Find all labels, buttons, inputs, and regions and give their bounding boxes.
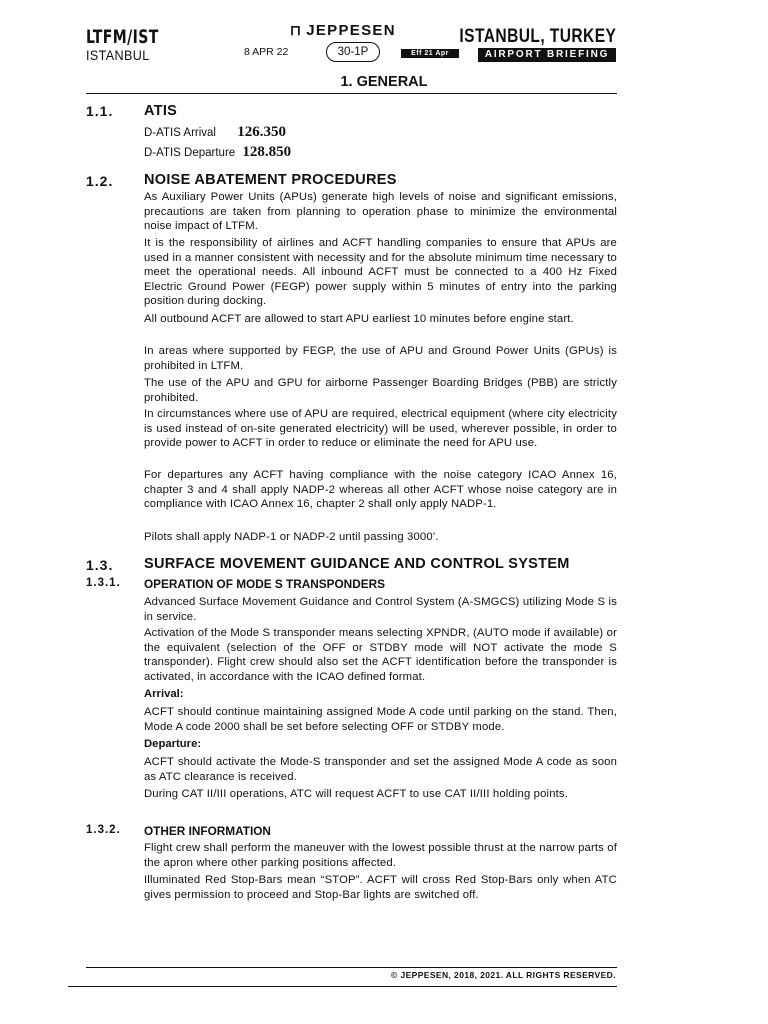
section-title: 1. GENERAL	[340, 74, 428, 90]
atis-arrival-frequency: 126.350	[237, 124, 286, 140]
section-divider	[86, 93, 617, 94]
arrival-paragraph: ACFT should continue maintaining assigned Mode A code until parking on the stand. Then, Mode A code 2000 shall be set before selecting OFF or STDBY mode.	[144, 706, 617, 733]
jeppesen-mark-icon: ⊓	[290, 22, 303, 38]
page-number-badge: 30-1P	[326, 42, 380, 62]
atis-arrival-row	[144, 124, 286, 141]
brand-name: JEPPESEN	[306, 22, 396, 39]
location-title: ISTANBUL, TURKEY	[459, 26, 616, 47]
atis-departure-label: D-ATIS Departure	[144, 147, 236, 159]
city-name: ISTANBUL	[86, 47, 150, 63]
section-number-atis: 1.1.	[86, 103, 114, 119]
heading-mode-s: OPERATION OF MODE S TRANSPONDERS	[144, 577, 385, 591]
noise-paragraph-8: Pilots shall apply NADP-1 or NADP-2 until passing 3000’.	[144, 531, 439, 543]
other-paragraph-1: Flight crew shall perform the maneuver with the lowest possible thrust at the narrow parts of the apron where other parking positions affected.	[144, 842, 617, 869]
airport-identifier: LTFM/IST	[86, 26, 159, 48]
section-number-smgcs: 1.3.	[86, 557, 114, 573]
departure-subheading: Departure:	[144, 738, 202, 750]
noise-paragraph-4: In areas where supported by FEGP, the use of APU and Ground Power Units (GPUs) is prohibited in LTFM.	[144, 345, 617, 372]
departure-paragraph: ACFT should activate the Mode-S transponder and set the assigned Mode A code as soon as ATC clearance is received.	[144, 756, 617, 783]
jeppesen-logo	[290, 22, 396, 39]
atis-departure-frequency: 128.850	[242, 144, 292, 160]
footer-divider	[86, 967, 617, 968]
heading-atis: ATIS	[144, 103, 178, 119]
atis-departure-row	[144, 144, 291, 161]
copyright-notice: © JEPPESEN, 2018, 2021. ALL RIGHTS RESERVED.	[391, 970, 616, 980]
chart-type-banner: AIRPORT BRIEFING	[478, 48, 616, 62]
cat-operations-paragraph: During CAT II/III operations, ATC will request ACFT to use CAT II/III holding points.	[144, 788, 569, 800]
effective-date-badge: Eff 21 Apr	[401, 49, 459, 58]
section-number-noise: 1.2.	[86, 173, 114, 189]
noise-paragraph-7: For departures any ACFT having compliance with the noise category ICAO Annex 16, chapter 3 and 4 shall apply NADP-2 whereas all other ACFT whose noise category are in compliance with ICAO Annex 16, chapter 2 shall only apply NADP-1.	[144, 469, 617, 511]
other-paragraph-2: Illuminated Red Stop-Bars mean “STOP”. ACFT will cross Red Stop-Bars only when ATC gives permission to proceed and Stop-Bar lights are switched off.	[144, 874, 617, 901]
atis-arrival-label: D-ATIS Arrival	[144, 127, 216, 139]
noise-paragraph-1: As Auxiliary Power Units (APUs) generate high levels of noise and significant emissions, precautions are taken from planning to operation phase to minimize the environmental noise impact of LTFM.	[144, 191, 617, 233]
arrival-subheading: Arrival:	[144, 688, 184, 700]
noise-paragraph-3: All outbound ACFT are allowed to start APU earliest 10 minutes before engine start.	[144, 313, 574, 325]
heading-noise-abatement: NOISE ABATEMENT PROCEDURES	[144, 172, 397, 188]
noise-paragraph-5: The use of the APU and GPU for airborne Passenger Boarding Bridges (PBB) are strictly prohibited.	[144, 377, 617, 404]
heading-other-information: OTHER INFORMATION	[144, 824, 271, 838]
subsection-number-other: 1.3.2.	[86, 824, 121, 836]
mode-s-paragraph-1: Advanced Surface Movement Guidance and Control System (A-SMGCS) utilizing Mode S is in service.	[144, 596, 617, 623]
subsection-number-mode-s: 1.3.1.	[86, 577, 121, 589]
chart-date: 8 APR 22	[244, 46, 289, 58]
noise-paragraph-6: In circumstances where use of APU are required, electrical equipment (where city electricity is used instead of on-site generated electricity) will be used, wherever possible, in order to provide power to ACFT in order to reduce or eliminate the need for APU use.	[144, 408, 617, 450]
mode-s-paragraph-2: Activation of the Mode S transponder means selecting XPNDR, (AUTO mode if available) or the equivalent (selection of the OFF or STDBY mode will NOT activate the mode S transponder). Flight crew should also set the ACFT identification before the transponder is activated, in accordance with the ICAO defined format.	[144, 627, 617, 683]
footer-bottom-rule	[68, 986, 617, 987]
heading-smgcs: SURFACE MOVEMENT GUIDANCE AND CONTROL SYSTEM	[144, 556, 570, 572]
noise-paragraph-2: It is the responsibility of airlines and ACFT handling companies to ensure that APUs are used in a manner consistent with necessity and for the absolute minimum time necessary to meet the operational needs. All inbound ACFT must be connected to a 400 Hz Fixed Electric Ground Power (FEGP) power supply within 5 minutes of entry into the parking position during docking.	[144, 237, 617, 308]
